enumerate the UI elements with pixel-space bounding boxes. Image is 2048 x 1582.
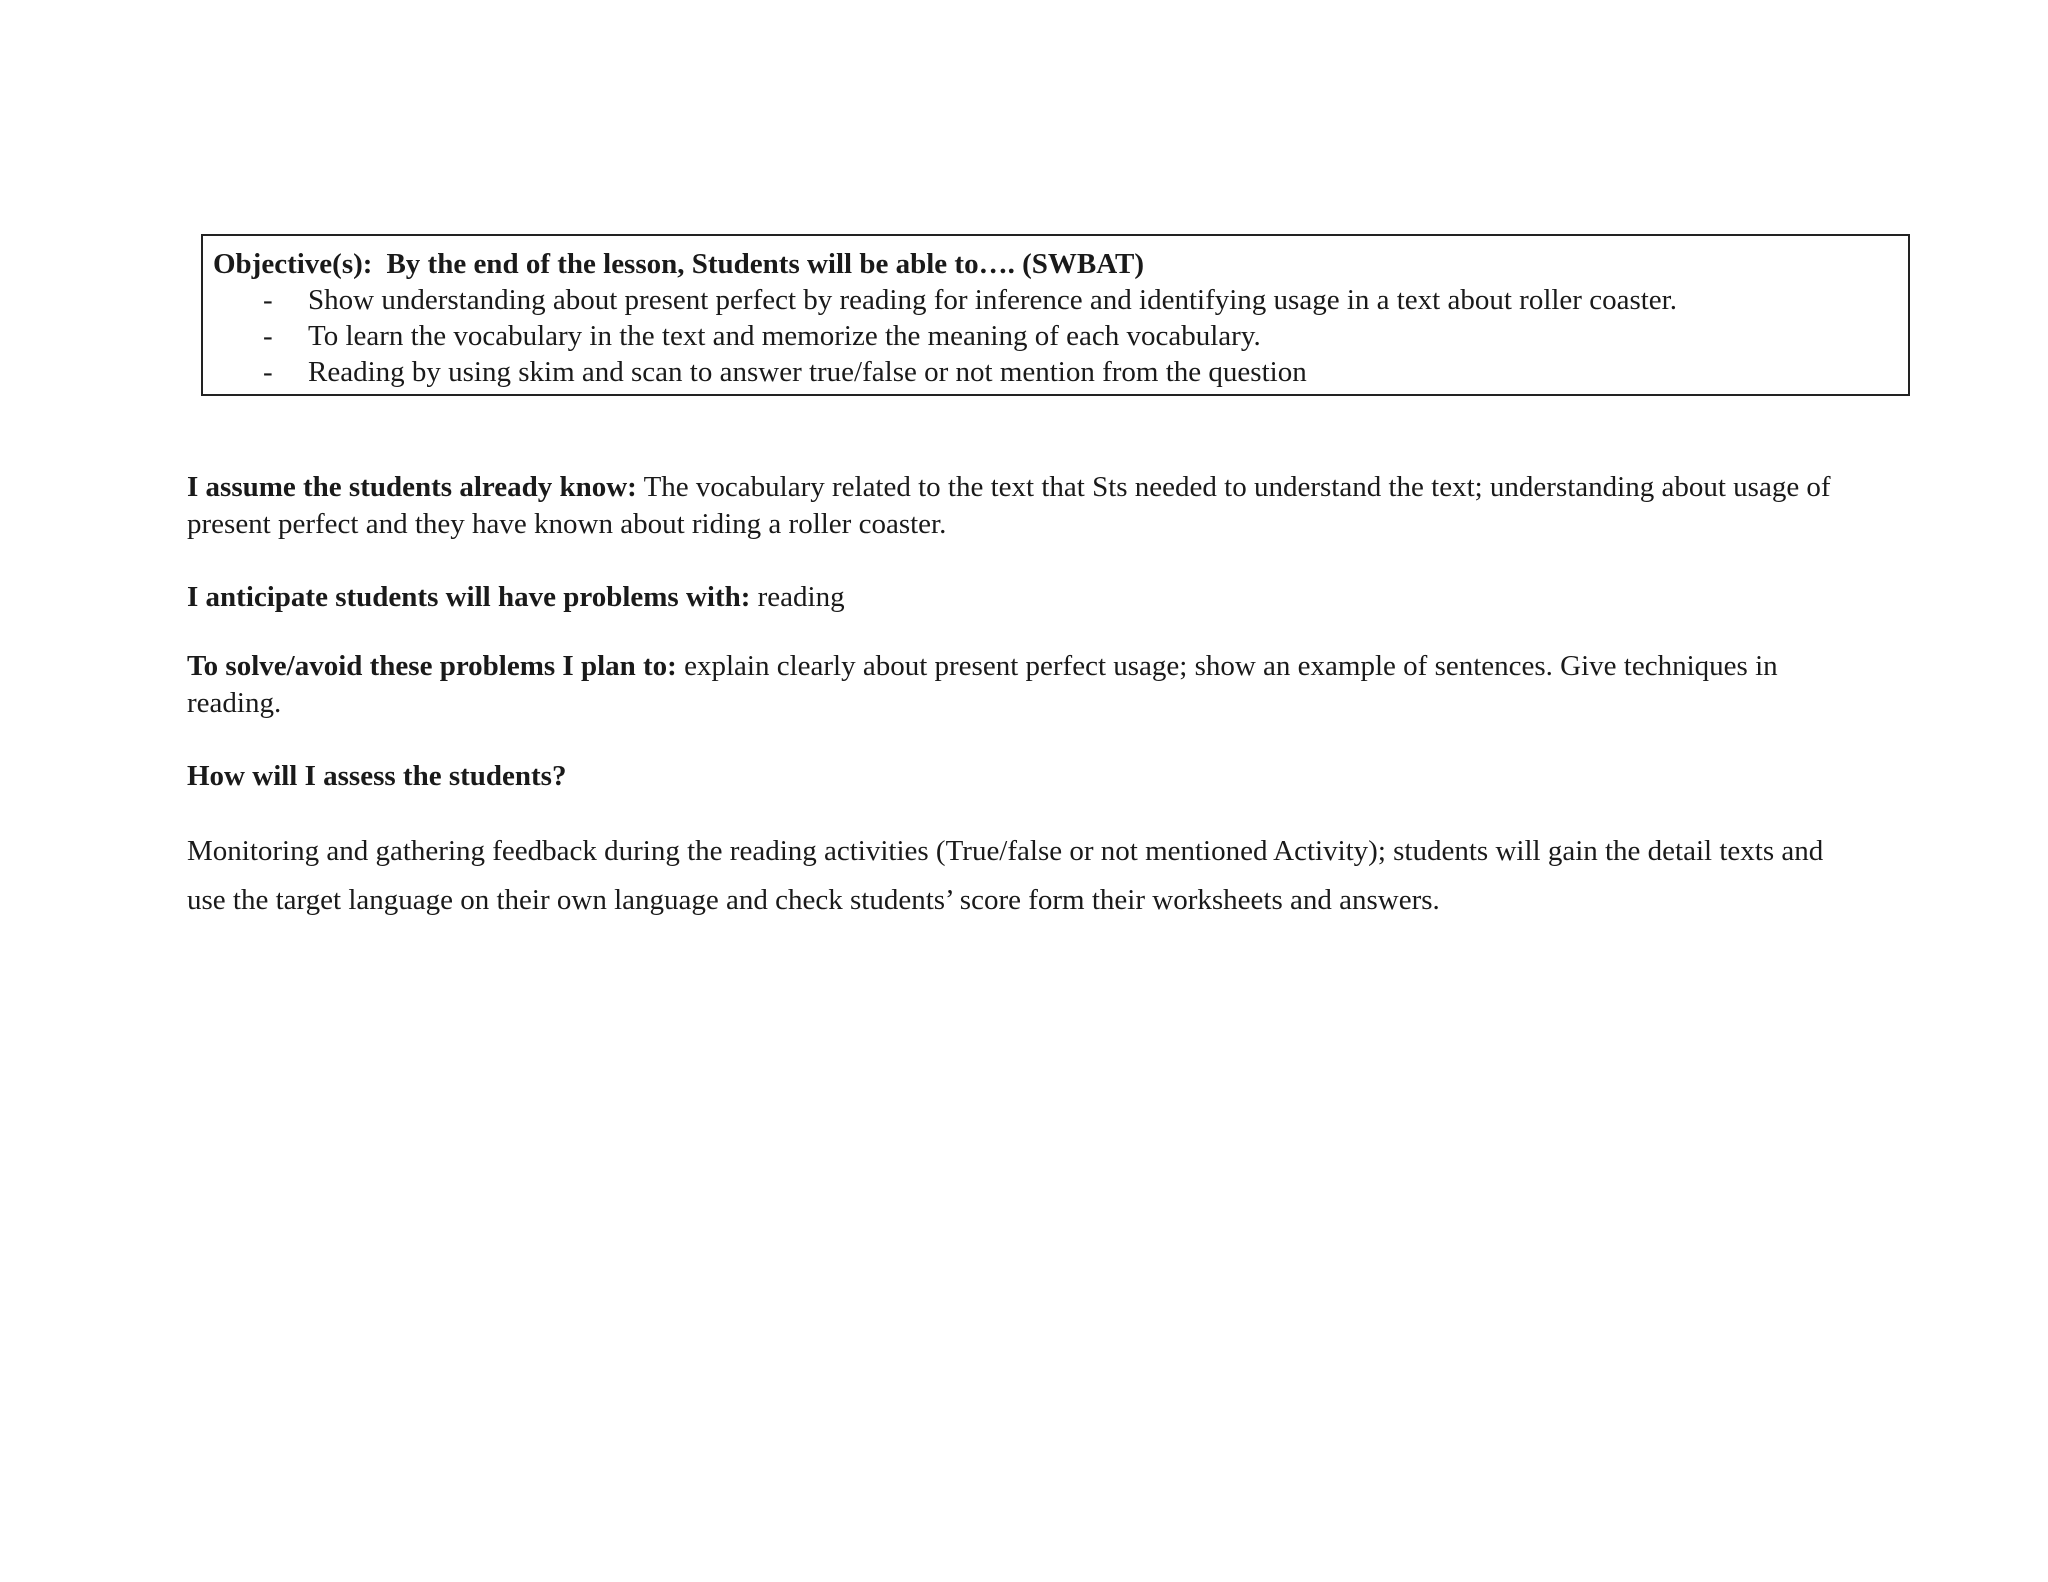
objectives-heading-text: By the end of the lesson, Students will be able to…. (SWBAT) — [386, 248, 1144, 280]
assessment-text: Monitoring and gathering feedback during the reading activities (True/false or not mentioned Activity); students will gain the detail texts and use the target language on their own language and check students’ score form their worksheets and answers. — [187, 835, 1824, 916]
objective-text: Show understanding about present perfect by reading for inference and identifying usage in a text about roller coaster. — [308, 284, 1677, 316]
objective-item — [213, 354, 1898, 390]
assessment-paragraph — [187, 827, 1867, 925]
objectives-heading — [213, 246, 1898, 282]
anticipated-problems-paragraph — [187, 579, 1867, 616]
solution-plan-paragraph — [187, 648, 1867, 722]
objective-item — [213, 318, 1898, 354]
assumed-knowledge-text: The vocabulary related to the text that Sts needed to understand the text; understanding about usage of present perfect and they have known about riding a roller coaster. — [187, 471, 1831, 540]
solution-plan-text: explain clearly about present perfect usage; show an example of sentences. Give techniques in reading. — [187, 650, 1778, 719]
objectives-list — [213, 282, 1898, 390]
assessment-heading-text: How will I assess the students? — [187, 760, 567, 792]
objective-item — [213, 282, 1898, 318]
anticipated-problems-text: reading — [757, 581, 845, 613]
anticipated-problems-label: I anticipate students will have problems with: — [187, 581, 751, 613]
solution-plan-label: To solve/avoid these problems I plan to: — [187, 650, 677, 682]
assumed-knowledge-paragraph — [187, 469, 1867, 543]
bullet-dash: - — [263, 284, 273, 316]
objective-text: Reading by using skim and scan to answer true/false or not mention from the question — [308, 356, 1307, 388]
assessment-heading — [187, 758, 1867, 795]
objectives-label: Objective(s): — [213, 248, 373, 280]
objectives-box — [201, 234, 1910, 396]
objective-text: To learn the vocabulary in the text and memorize the meaning of each vocabulary. — [308, 320, 1261, 352]
bullet-dash: - — [263, 356, 273, 388]
assumed-knowledge-label: I assume the students already know: — [187, 471, 637, 503]
bullet-dash: - — [263, 320, 273, 352]
